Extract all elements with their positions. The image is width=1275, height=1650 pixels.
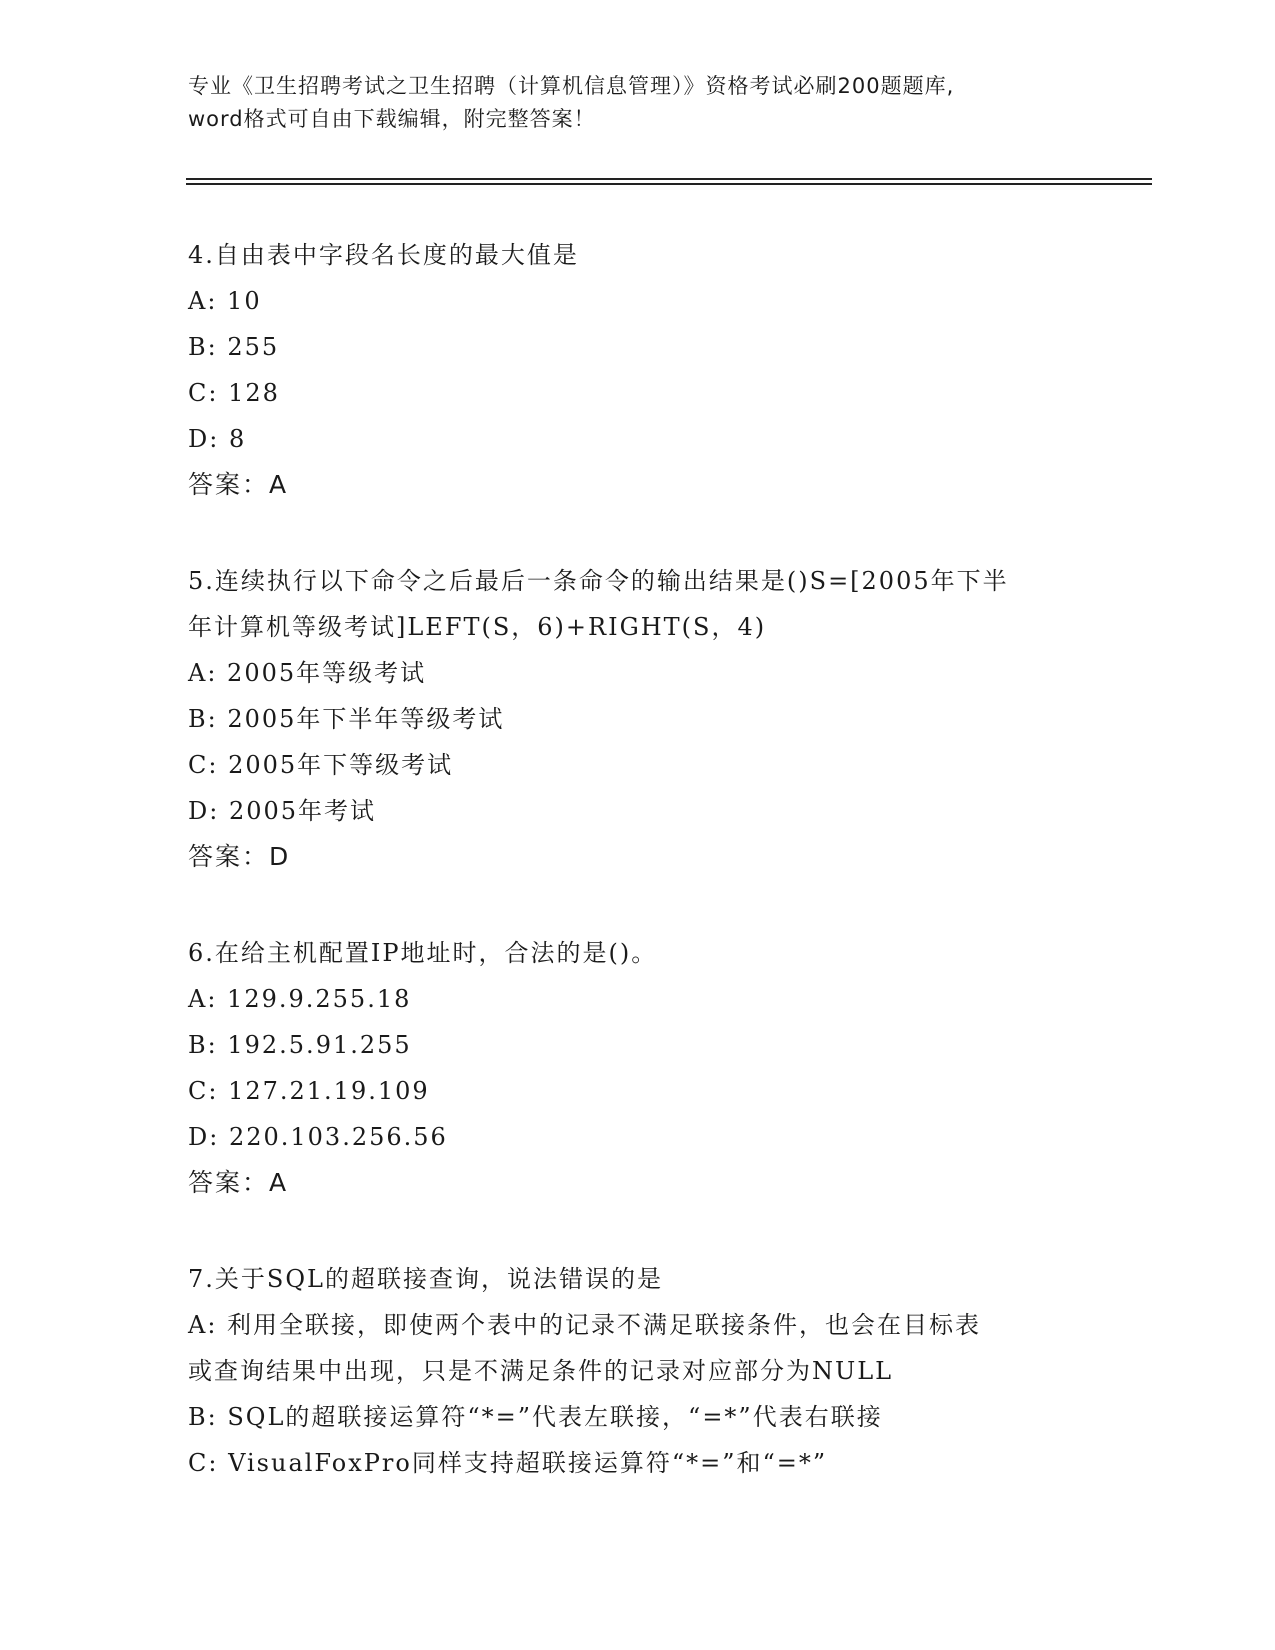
- answer-line: 答案：D: [188, 842, 291, 871]
- option-b: B: 255: [188, 333, 280, 361]
- option-a: A: 利用全联接，即使两个表中的记录不满足联接条件，也会在目标表: [188, 1311, 982, 1339]
- question-text: 4.自由表中字段名长度的最大值是: [188, 241, 579, 269]
- option-c: C: VisualFoxPro同样支持超联接运算符“*=”和“=*”: [188, 1449, 828, 1477]
- header-divider-top: [186, 178, 1152, 180]
- option-a-continued: 或查询结果中出现，只是不满足条件的记录对应部分为NULL: [188, 1357, 894, 1385]
- option-d: D: 220.103.256.56: [188, 1123, 448, 1151]
- option-d: D: 2005年考试: [188, 797, 377, 825]
- header-divider-bottom: [186, 183, 1152, 185]
- header-title-line-1: 专业《卫生招聘考试之卫生招聘（计算机信息管理）》资格考试必刷200题题库,: [188, 74, 955, 98]
- header-title-line-2: word格式可自由下载编辑，附完整答案！: [188, 107, 596, 131]
- question-text: 7.关于SQL的超联接查询，说法错误的是: [188, 1265, 663, 1293]
- option-a: A: 10: [188, 287, 262, 315]
- document-header: [188, 70, 1088, 136]
- question-text: 5.连续执行以下命令之后最后一条命令的输出结果是()S=[2005年下半: [188, 567, 1009, 595]
- option-b: B: 192.5.91.255: [188, 1031, 412, 1059]
- question-item: [188, 930, 1088, 1206]
- option-b: B: SQL的超联接运算符“*=”代表左联接，“=*”代表右联接: [188, 1403, 883, 1431]
- question-item: [188, 1256, 1088, 1486]
- option-c: C: 127.21.19.109: [188, 1077, 430, 1105]
- question-item: [188, 558, 1088, 880]
- option-c: C: 128: [188, 379, 280, 407]
- option-d: D: 8: [188, 425, 247, 453]
- question-text: 6.在给主机配置IP地址时，合法的是()。: [188, 939, 658, 967]
- answer-line: 答案：A: [188, 470, 289, 499]
- answer-line: 答案：A: [188, 1168, 289, 1197]
- question-text-continued: 年计算机等级考试]LEFT(S，6)+RIGHT(S，4): [188, 613, 767, 641]
- option-a: A: 2005年等级考试: [188, 659, 427, 687]
- option-a: A: 129.9.255.18: [188, 985, 412, 1013]
- option-b: B: 2005年下半年等级考试: [188, 705, 505, 733]
- option-c: C: 2005年下等级考试: [188, 751, 454, 779]
- question-item: [188, 232, 1088, 508]
- question-list: [188, 232, 1088, 1536]
